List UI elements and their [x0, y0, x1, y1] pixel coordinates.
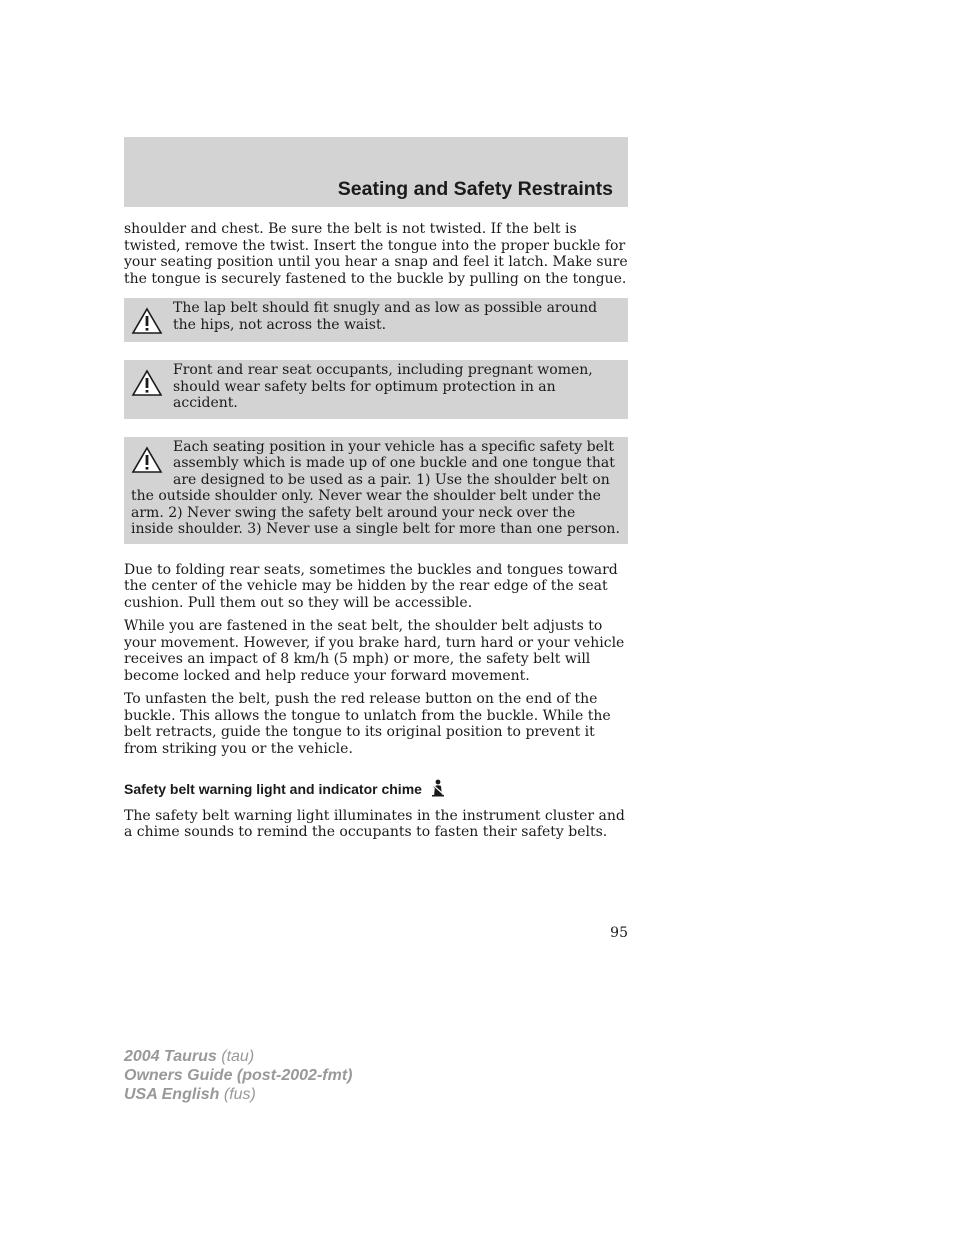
- footer-language-code: (fus): [223, 1086, 256, 1103]
- warning-text: Each seating position in your vehicle has a specific safety belt assembly which is made up of one buckle and one tongue that are designed to be used as a pair. 1) Use the shoulder belt on the outside shoulder only. Never wear the shoulder belt under the arm. 2) Never swing the safety belt around your neck over the inside shoulder. 3) Never use a single belt for more than one person.: [131, 438, 620, 537]
- body-paragraph: To unfasten the belt, push the red release button on the end of the buckle. This allows the tongue to unlatch from the buckle. While the belt retracts, guide the tongue to its original position to prevent it from striking you or the vehicle.: [124, 691, 611, 757]
- footer-line-model: [124, 1047, 352, 1066]
- footer-language: USA English: [124, 1086, 220, 1103]
- footer-model: 2004 Taurus: [124, 1048, 217, 1065]
- section-title: Seating and Safety Restraints: [337, 178, 613, 200]
- warning-text: Front and rear seat occupants, including pregnant women, should wear safety belts for optimum protection in an accident.: [173, 362, 593, 411]
- warning-box-occupants: [124, 360, 628, 419]
- subsection-heading-text: Safety belt warning light and indicator chime: [124, 781, 422, 797]
- section-header-band: [124, 137, 628, 207]
- footer-guide: Owners Guide (post-2002-fmt): [124, 1067, 353, 1084]
- warning-triangle-icon: [131, 307, 163, 335]
- intro-paragraph: shoulder and chest. Be sure the belt is not twisted. If the belt is twisted, remove the twist. Insert the tongue into the proper buckle for your seating position until you hear a snap and feel it latch. Make sure the tongue is securely fastened to the buckle by pulling on the tongue.: [124, 221, 628, 287]
- footer-model-code: (tau): [221, 1048, 255, 1065]
- subsection-heading: [124, 779, 628, 798]
- body-paragraph: While you are fastened in the seat belt, the shoulder belt adjusts to your movement. However, if you brake hard, turn hard or your vehicle receives an impact of 8 km/h (5 mph) or more, the safety belt will become locked and help reduce your forward movement.: [124, 618, 625, 684]
- warning-triangle-icon: [131, 446, 163, 474]
- body-paragraph: Due to folding rear seats, sometimes the buckles and tongues toward the center of the vehicle may be hidden by the rear edge of the seat cushion. Pull them out so they will be accessible.: [124, 561, 618, 611]
- warning-box-seating-position: [124, 437, 628, 544]
- seatbelt-icon: [430, 779, 446, 797]
- page-number: 95: [610, 925, 628, 941]
- subsection-paragraph: The safety belt warning light illuminates in the instrument cluster and a chime sounds to remind the occupants to fasten their safety belts.: [124, 807, 625, 840]
- warning-triangle-icon: [131, 369, 163, 397]
- document-footer: [124, 1047, 352, 1104]
- warning-text: The lap belt should fit snugly and as low as possible around the hips, not across the waist.: [173, 300, 598, 333]
- page-content: [124, 221, 628, 848]
- footer-line-language: [124, 1085, 352, 1104]
- footer-line-guide: [124, 1066, 352, 1085]
- warning-box-lap-belt: [124, 298, 628, 342]
